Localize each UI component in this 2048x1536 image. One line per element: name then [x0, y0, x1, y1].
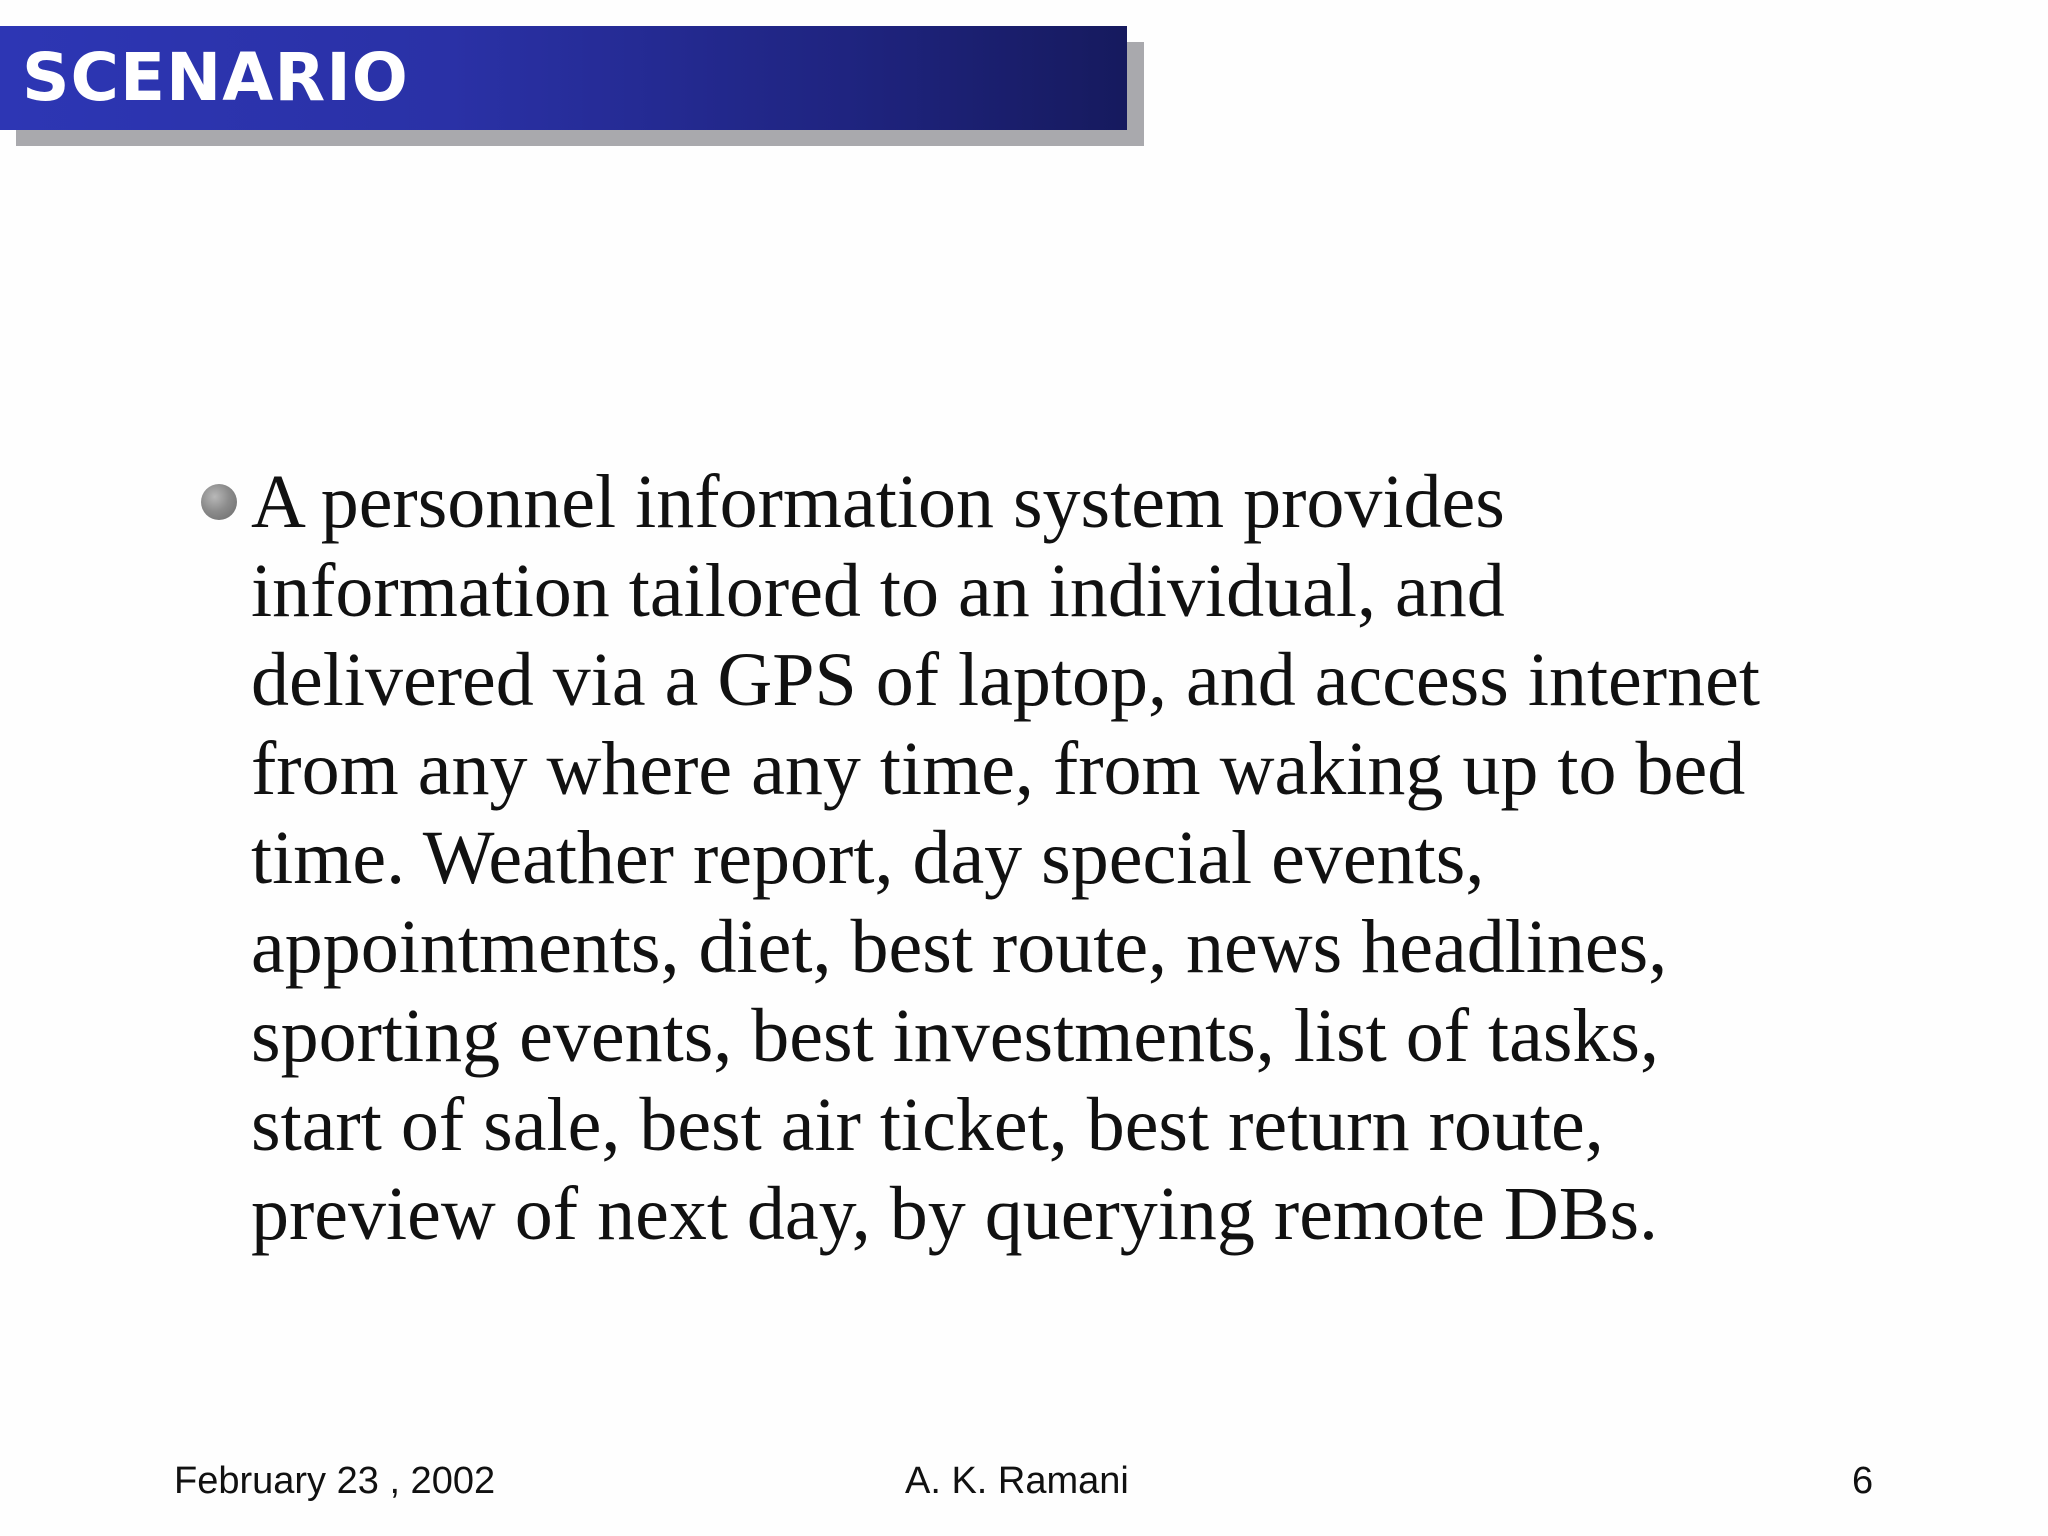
bullet-text: A personnel information system provides information tailored to an individual, and delivered via a GPS of laptop, and access internet from any where any time, from waking up to bed time. Weather report, day special events, appointments, diet, best route, news headlines, sporting events, best investments, list of tasks, start of sale, best air ticket, best return route, preview of next day, by querying remote DBs.	[251, 460, 1760, 1256]
footer-author: A. K. Ramani	[905, 1460, 1129, 1502]
footer-date: February 23 , 2002	[174, 1460, 496, 1502]
slide-title: SCENARIO	[22, 39, 409, 116]
footer-page-number: 6	[1852, 1460, 1874, 1502]
bullet-icon	[201, 484, 237, 520]
